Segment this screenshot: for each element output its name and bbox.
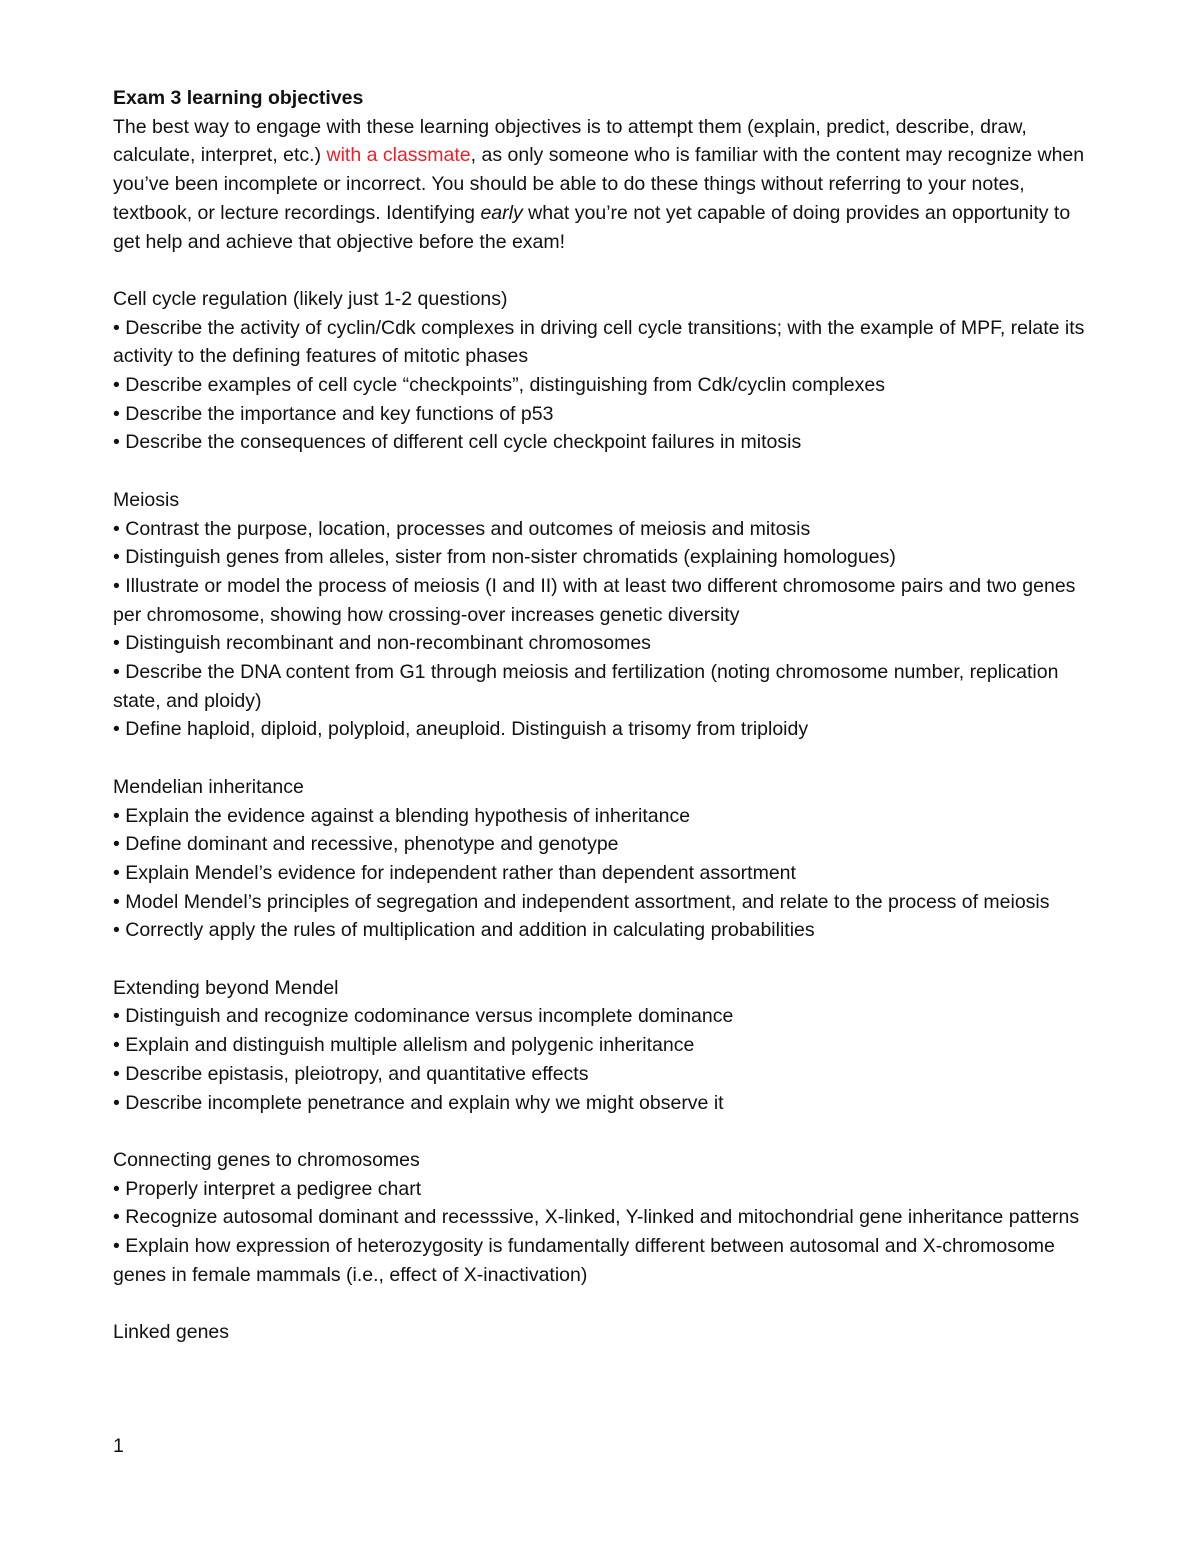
objective-item bbox=[113, 830, 1093, 859]
objective-item bbox=[113, 1232, 1093, 1289]
bullet-icon: • bbox=[113, 1206, 120, 1229]
bullet-icon: • bbox=[113, 402, 120, 425]
objective-list bbox=[113, 1175, 1093, 1290]
bullet-icon: • bbox=[113, 890, 120, 913]
section bbox=[113, 974, 1093, 1118]
objective-text: Describe the importance and key functions of p53 bbox=[125, 402, 554, 425]
objective-item bbox=[113, 572, 1093, 629]
objective-item bbox=[113, 543, 1093, 572]
intro-text-3: what you’re not yet capable of doing provides an opportunity to get help and achieve that objective before the exam! bbox=[113, 201, 1071, 253]
bullet-icon: • bbox=[113, 517, 120, 540]
objective-list bbox=[113, 802, 1093, 946]
objective-text: Distinguish genes from alleles, sister from non-sister chromatids (explaining homologues) bbox=[125, 546, 896, 569]
bullet-icon: • bbox=[113, 374, 120, 397]
bullet-icon: • bbox=[113, 833, 120, 856]
objective-item bbox=[113, 1089, 1093, 1118]
objective-item bbox=[113, 859, 1093, 888]
objective-text: Define dominant and recessive, phenotype and genotype bbox=[125, 833, 619, 856]
section bbox=[113, 1146, 1093, 1290]
objective-item bbox=[113, 314, 1093, 371]
objective-item bbox=[113, 802, 1093, 831]
bullet-icon: • bbox=[113, 1091, 120, 1114]
objective-list bbox=[113, 1002, 1093, 1117]
objective-text: Describe epistasis, pleiotropy, and quantitative effects bbox=[125, 1062, 589, 1085]
bullet-icon: • bbox=[113, 1177, 120, 1200]
bullet-icon: • bbox=[113, 1034, 120, 1057]
objective-text: Describe incomplete penetrance and explain why we might observe it bbox=[125, 1091, 724, 1114]
objective-item bbox=[113, 400, 1093, 429]
objective-text: Describe examples of cell cycle “checkpoints”, distinguishing from Cdk/cyclin complexes bbox=[125, 374, 885, 397]
bullet-icon: • bbox=[113, 804, 120, 827]
intro-paragraph bbox=[113, 113, 1093, 257]
objective-text: Describe the activity of cyclin/Cdk complexes in driving cell cycle transitions; with the example of MPF, relate its activity to the defining features of mitotic phases bbox=[113, 316, 1085, 368]
bullet-icon: • bbox=[113, 1005, 120, 1028]
objective-item bbox=[113, 515, 1093, 544]
objective-text: Define haploid, diploid, polyploid, aneuploid. Distinguish a trisomy from triploidy bbox=[125, 718, 809, 741]
objective-item bbox=[113, 916, 1093, 945]
bullet-icon: • bbox=[113, 431, 120, 454]
section bbox=[113, 285, 1093, 457]
section-heading: Connecting genes to chromosomes bbox=[113, 1148, 420, 1171]
intro-emphasis: early bbox=[480, 201, 523, 224]
bullet-icon: • bbox=[113, 632, 120, 655]
objective-text: Contrast the purpose, location, processes and outcomes of meiosis and mitosis bbox=[125, 517, 811, 540]
objective-text: Correctly apply the rules of multiplication and addition in calculating probabilities bbox=[125, 919, 815, 942]
document-page bbox=[113, 84, 1093, 1347]
section bbox=[113, 1318, 1093, 1347]
intro-text-2: , as only someone who is familiar with the content may recognize when you’ve been incomplete or incorrect. You should be able to do these things without referring to your notes, textbook, or lecture recordings. Identifying bbox=[113, 144, 1085, 224]
intro-highlight: with a classmate bbox=[326, 144, 471, 167]
section-heading: Extending beyond Mendel bbox=[113, 976, 339, 999]
intro-text-1: The best way to engage with these learning objectives is to attempt them (explain, predict, describe, draw, calculate, interpret, etc.) bbox=[113, 115, 1027, 167]
document-title: Exam 3 learning objectives bbox=[113, 87, 364, 109]
bullet-icon: • bbox=[113, 919, 120, 942]
objective-text: Describe the consequences of different cell cycle checkpoint failures in mitosis bbox=[125, 431, 802, 454]
objective-item bbox=[113, 1060, 1093, 1089]
objective-text: Explain the evidence against a blending hypothesis of inheritance bbox=[125, 804, 691, 827]
objective-text: Distinguish and recognize codominance versus incomplete dominance bbox=[125, 1005, 734, 1028]
objective-text: Distinguish recombinant and non-recombinant chromosomes bbox=[125, 632, 651, 655]
objective-text: Explain how expression of heterozygosity is fundamentally different between autosomal and X-chromosome genes in female mammals (i.e., effect of X-inactivation) bbox=[113, 1235, 1055, 1286]
section bbox=[113, 773, 1093, 945]
objective-item bbox=[113, 1203, 1093, 1232]
objective-item bbox=[113, 1031, 1093, 1060]
section-heading: Mendelian inheritance bbox=[113, 775, 304, 798]
bullet-icon: • bbox=[113, 661, 120, 684]
objective-text: Describe the DNA content from G1 through meiosis and fertilization (noting chromosome number, replication state, and ploidy) bbox=[113, 661, 1059, 712]
bullet-icon: • bbox=[113, 546, 120, 569]
objective-text: Illustrate or model the process of meiosis (I and II) with at least two different chromosome pairs and two genes per chromosome, showing how crossing-over increases genetic diversity bbox=[113, 574, 1076, 626]
bullet-icon: • bbox=[113, 861, 120, 884]
bullet-icon: • bbox=[113, 1235, 120, 1258]
objective-item bbox=[113, 658, 1093, 715]
objective-item bbox=[113, 1002, 1093, 1031]
section-heading: Linked genes bbox=[113, 1321, 230, 1344]
objective-item bbox=[113, 888, 1093, 917]
sections-container bbox=[113, 285, 1093, 1347]
page-number: 1 bbox=[113, 1435, 124, 1457]
bullet-icon: • bbox=[113, 574, 120, 597]
objective-item bbox=[113, 629, 1093, 658]
objective-item bbox=[113, 715, 1093, 744]
objective-item bbox=[113, 1175, 1093, 1204]
objective-text: Properly interpret a pedigree chart bbox=[125, 1177, 422, 1200]
section-heading: Meiosis bbox=[113, 488, 180, 511]
bullet-icon: • bbox=[113, 718, 120, 741]
bullet-icon: • bbox=[113, 1062, 120, 1085]
objective-item bbox=[113, 371, 1093, 400]
objective-item bbox=[113, 428, 1093, 457]
objective-list bbox=[113, 515, 1093, 745]
section-heading: Cell cycle regulation (likely just 1-2 questions) bbox=[113, 287, 508, 310]
objective-list bbox=[113, 314, 1093, 458]
bullet-icon: • bbox=[113, 316, 120, 339]
objective-text: Explain Mendel’s evidence for independent rather than dependent assortment bbox=[125, 861, 796, 884]
objective-text: Model Mendel’s principles of segregation and independent assortment, and relate to the process of meiosis bbox=[125, 890, 1050, 913]
objective-text: Recognize autosomal dominant and recesssive, X-linked, Y-linked and mitochondrial gene inheritance patterns bbox=[125, 1206, 1080, 1229]
objective-text: Explain and distinguish multiple allelism and polygenic inheritance bbox=[125, 1034, 695, 1057]
section bbox=[113, 486, 1093, 744]
